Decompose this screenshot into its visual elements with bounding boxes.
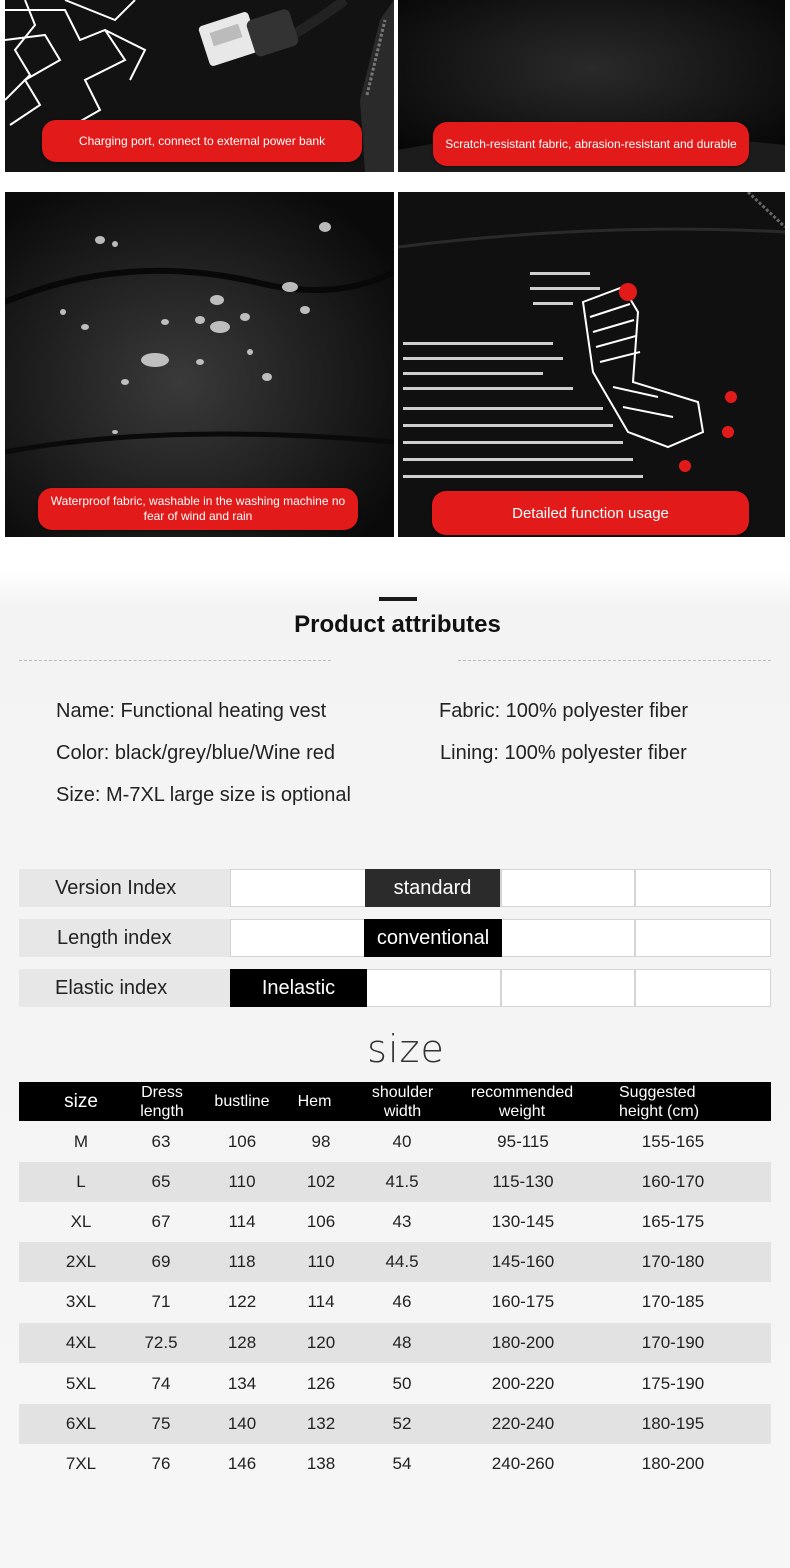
header-recommended-weight: recommended weight	[470, 1083, 574, 1120]
cell-hem: 132	[306, 1414, 336, 1433]
attributes-title: Product attributes	[294, 611, 501, 638]
caption-scratch-fabric: Scratch-resistant fabric, abrasion-resistant and durable	[433, 122, 749, 166]
cell-bustline: 106	[227, 1132, 257, 1151]
cell-suggested-height: 165-175	[641, 1212, 705, 1231]
cell-size: 2XL	[65, 1252, 97, 1271]
caption-waterproof: Waterproof fabric, washable in the washing machine no fear of wind and rain	[38, 488, 358, 530]
photo-waterproof	[5, 192, 394, 537]
cell-suggested-height: 180-195	[641, 1414, 705, 1433]
divider-left	[19, 660, 331, 661]
cell-recommended-weight: 145-160	[491, 1252, 555, 1271]
cell-bustline: 122	[227, 1292, 257, 1311]
header-bustline: bustline	[214, 1093, 270, 1110]
cell-dress-length: 75	[151, 1414, 171, 1433]
cell-size: 5XL	[65, 1374, 97, 1393]
cell-hem: 126	[306, 1374, 336, 1393]
cell-dress-length: 72.5	[144, 1333, 178, 1352]
index-row-length	[19, 919, 771, 957]
cell-suggested-height: 175-190	[641, 1374, 705, 1393]
cell-size: 6XL	[65, 1414, 97, 1433]
cell-recommended-weight: 130-145	[491, 1212, 555, 1231]
cell-recommended-weight: 160-175	[491, 1292, 555, 1311]
cell-dress-length: 65	[151, 1172, 171, 1191]
cell-hem: 114	[307, 1292, 335, 1311]
title-accent-bar	[379, 597, 417, 601]
divider-right	[458, 660, 771, 661]
index-label: Version Index	[19, 869, 230, 907]
caption-charging-port: Charging port, connect to external power bank	[42, 120, 362, 162]
cell-dress-length: 71	[151, 1292, 171, 1311]
cell-shoulder-width: 41.5	[385, 1172, 419, 1191]
size-row	[19, 1364, 771, 1404]
header-size: size	[64, 1091, 98, 1112]
photo-charging-port	[5, 0, 394, 172]
cell-bustline: 140	[227, 1414, 257, 1433]
cell-dress-length: 74	[151, 1374, 171, 1393]
cell-hem: 98	[311, 1132, 331, 1151]
photo-scratch-fabric	[398, 0, 785, 172]
cell-suggested-height: 170-185	[641, 1292, 705, 1311]
index-value-highlight: standard	[365, 869, 500, 907]
size-row	[19, 1242, 771, 1282]
header-hem: Hem	[297, 1093, 332, 1110]
attr-size: Size: M-7XL large size is optional	[56, 784, 351, 806]
cell-bustline: 114	[228, 1212, 256, 1231]
size-row	[19, 1122, 771, 1162]
cell-recommended-weight: 180-200	[491, 1333, 555, 1352]
cell-shoulder-width: 40	[392, 1132, 412, 1151]
cell-recommended-weight: 115-130	[492, 1172, 554, 1191]
cell-hem: 120	[306, 1333, 336, 1352]
size-row	[19, 1162, 771, 1202]
cell-suggested-height: 160-170	[641, 1172, 705, 1191]
cell-hem: 102	[306, 1172, 336, 1191]
size-row	[19, 1404, 771, 1444]
water-droplets-illustration	[5, 192, 394, 537]
size-table-header	[19, 1082, 771, 1121]
header-shoulder-width: shoulder width	[371, 1083, 434, 1120]
cell-suggested-height: 155-165	[641, 1132, 705, 1151]
attr-color: Color: black/grey/blue/Wine red	[56, 742, 336, 764]
cell-shoulder-width: 46	[392, 1292, 412, 1311]
cell-shoulder-width: 43	[392, 1212, 412, 1231]
index-label: Elastic index	[19, 969, 230, 1007]
attr-fabric: Fabric: 100% polyester fiber	[439, 700, 689, 722]
cell-size: L	[76, 1172, 86, 1191]
size-row	[19, 1323, 771, 1363]
index-row-elastic	[19, 969, 771, 1007]
header-suggested-height: Suggested height (cm)	[619, 1083, 700, 1120]
cell-shoulder-width: 50	[392, 1374, 412, 1393]
photo-function-usage	[398, 192, 785, 537]
cell-hem: 106	[306, 1212, 336, 1231]
cell-recommended-weight: 95-115	[497, 1132, 549, 1151]
cell-dress-length: 67	[151, 1212, 171, 1231]
attr-name: Name: Functional heating vest	[56, 700, 327, 722]
header-dress-length: Dress length	[140, 1083, 184, 1120]
cell-suggested-height: 170-190	[641, 1333, 705, 1352]
cell-bustline: 118	[228, 1252, 256, 1271]
cell-dress-length: 63	[151, 1132, 171, 1151]
size-row	[19, 1444, 771, 1484]
attr-lining: Lining: 100% polyester fiber	[440, 742, 687, 764]
cell-recommended-weight: 200-220	[491, 1374, 555, 1393]
size-row	[19, 1282, 771, 1322]
caption-function-usage: Detailed function usage	[432, 491, 749, 535]
cell-shoulder-width: 48	[392, 1333, 412, 1352]
cell-shoulder-width: 52	[392, 1414, 412, 1433]
instruction-label-illustration	[398, 192, 785, 537]
cell-size: XL	[70, 1212, 92, 1231]
cell-bustline: 110	[228, 1172, 256, 1191]
index-value-highlight: Inelastic	[230, 969, 367, 1007]
cell-hem: 138	[306, 1454, 336, 1473]
cell-recommended-weight: 240-260	[491, 1454, 555, 1473]
size-chart-title: size	[367, 1027, 445, 1071]
cell-recommended-weight: 220-240	[491, 1414, 555, 1433]
cell-suggested-height: 170-180	[641, 1252, 705, 1271]
cell-suggested-height: 180-200	[641, 1454, 705, 1473]
cell-size: M	[73, 1132, 89, 1151]
index-label: Length index	[19, 919, 230, 957]
cell-bustline: 146	[227, 1454, 257, 1473]
cell-bustline: 128	[227, 1333, 257, 1352]
cell-bustline: 134	[227, 1374, 257, 1393]
index-row-version	[19, 869, 771, 907]
cell-shoulder-width: 44.5	[385, 1252, 419, 1271]
cell-hem: 110	[307, 1252, 335, 1271]
size-row	[19, 1202, 771, 1242]
cell-dress-length: 69	[151, 1252, 171, 1271]
cell-size: 3XL	[65, 1292, 97, 1311]
cell-size: 7XL	[65, 1454, 97, 1473]
cell-dress-length: 76	[151, 1454, 171, 1473]
index-value-highlight: conventional	[364, 919, 502, 957]
cell-size: 4XL	[65, 1333, 97, 1352]
cell-shoulder-width: 54	[392, 1454, 412, 1473]
